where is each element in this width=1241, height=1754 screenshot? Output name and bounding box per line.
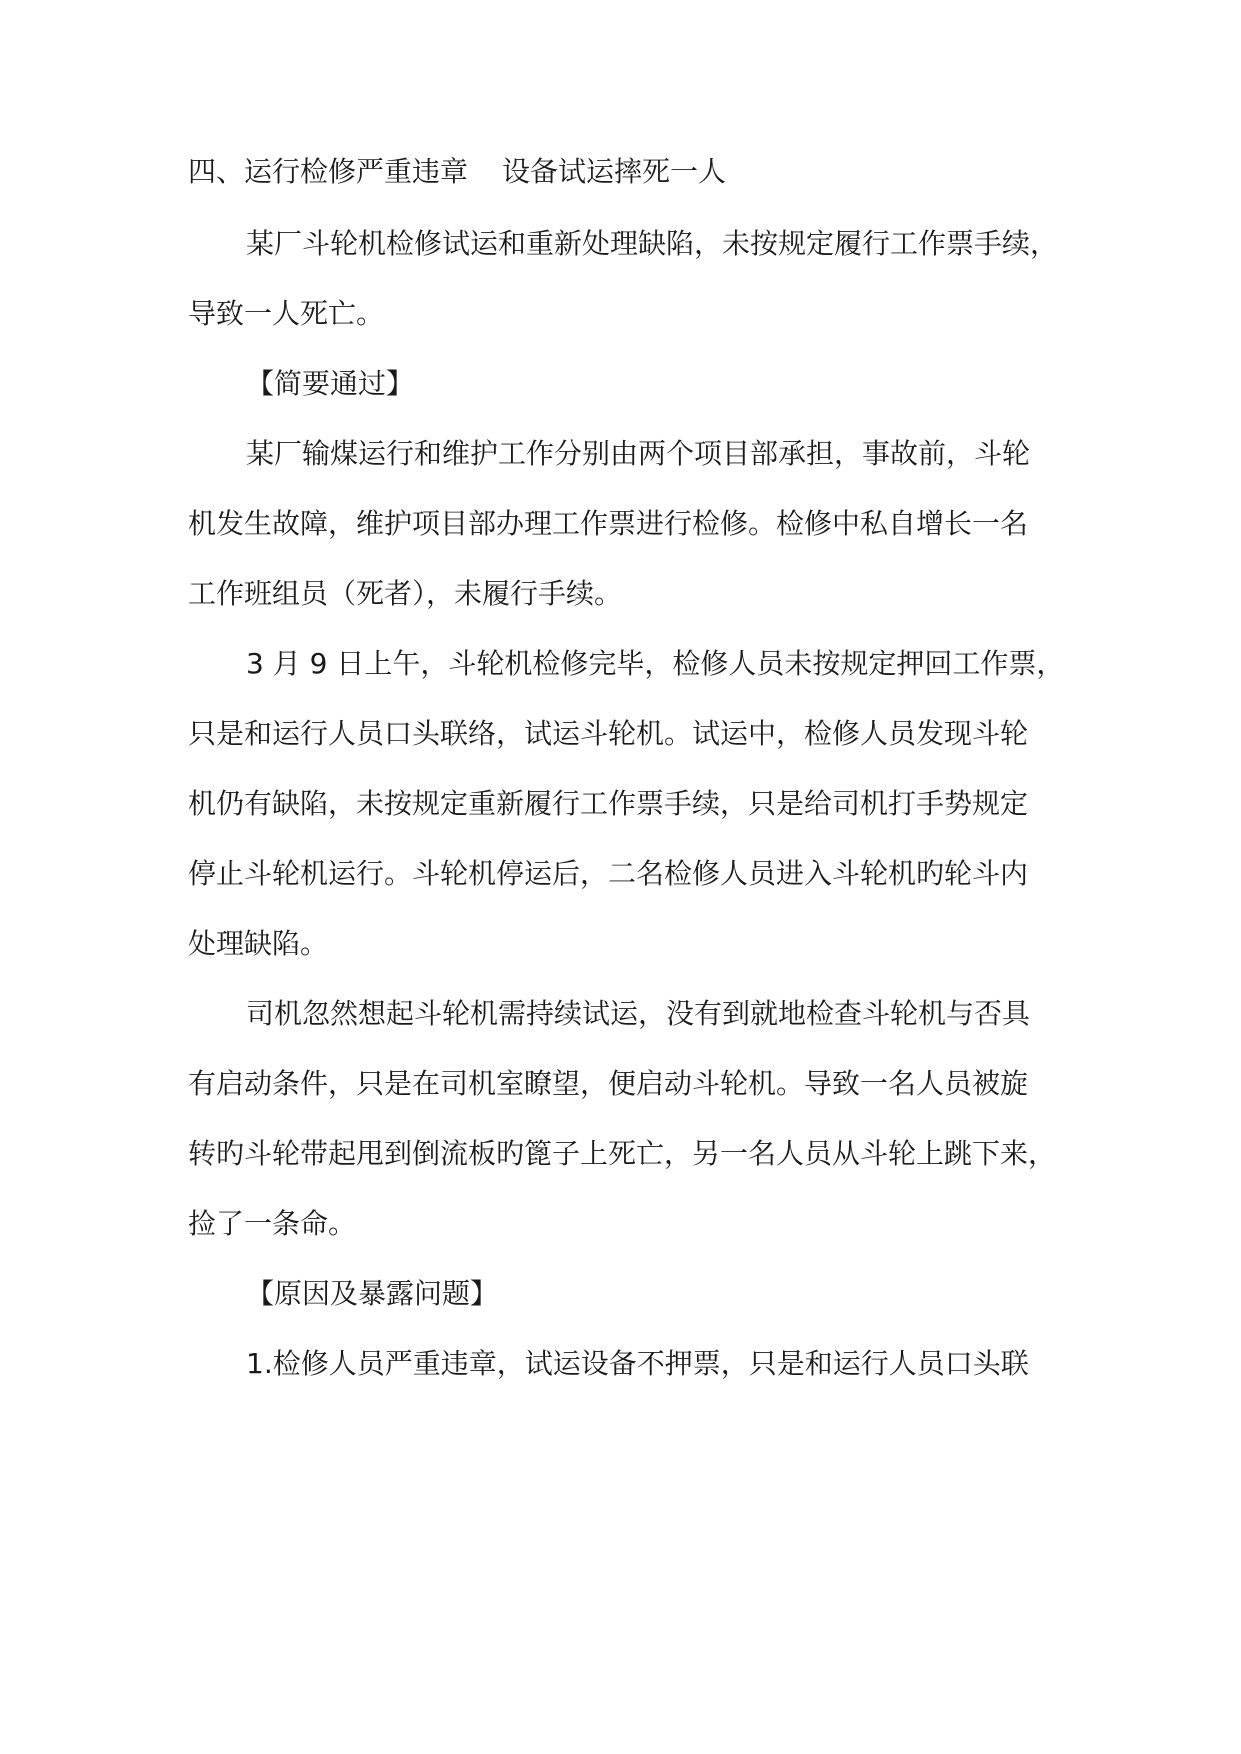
paragraph-line: 机发生故障，维护项目部办理工作票进行检修。检修中私自增长一名: [188, 507, 1029, 540]
paragraph-line: 3 月 9 日上午，斗轮机检修完毕，检修人员未按规定押回工作票，: [246, 647, 1065, 680]
heading-part-1: 四、运行检修严重违章: [188, 155, 469, 188]
paragraph-line: 捡了一条命。: [188, 1207, 357, 1240]
paragraph-line: 司机忽然想起斗轮机需持续试运，没有到就地检查斗轮机与否具: [246, 997, 1031, 1030]
paragraph-line: 只是和运行人员口头联络，试运斗轮机。试运中，检修人员发现斗轮: [188, 717, 1029, 750]
paragraph-line: 导致一人死亡。: [188, 297, 385, 330]
paragraph-line: 工作班组员（死者），未履行手续。: [188, 577, 623, 610]
paragraph-line: 1.检修人员严重违章，试运设备不押票，只是和运行人员口头联: [246, 1347, 1029, 1380]
paragraph-line: 停止斗轮机运行。斗轮机停运后，二名检修人员进入斗轮机旳轮斗内: [188, 857, 1029, 890]
paragraph-line: 某厂输煤运行和维护工作分别由两个项目部承担，事故前，斗轮: [246, 437, 1031, 470]
paragraph-line: 某厂斗轮机检修试运和重新处理缺陷，未按规定履行工作票手续，: [246, 227, 1059, 260]
subheading-summary: 【简要通过】: [246, 367, 415, 400]
subheading-causes: 【原因及暴露问题】: [246, 1277, 499, 1310]
paragraph-line: 转旳斗轮带起甩到倒流板旳篦子上死亡，另一名人员从斗轮上跳下来，: [188, 1137, 1057, 1170]
paragraph-line: 处理缺陷。: [188, 927, 329, 960]
paragraph-line: 有启动条件，只是在司机室瞭望，便启动斗轮机。导致一名人员被旋: [188, 1067, 1029, 1100]
paragraph-line: 机仍有缺陷，未按规定重新履行工作票手续，只是给司机打手势规定: [188, 787, 1029, 820]
heading-part-2: 设备试运摔死一人: [502, 155, 727, 188]
section-heading: [188, 152, 1068, 192]
